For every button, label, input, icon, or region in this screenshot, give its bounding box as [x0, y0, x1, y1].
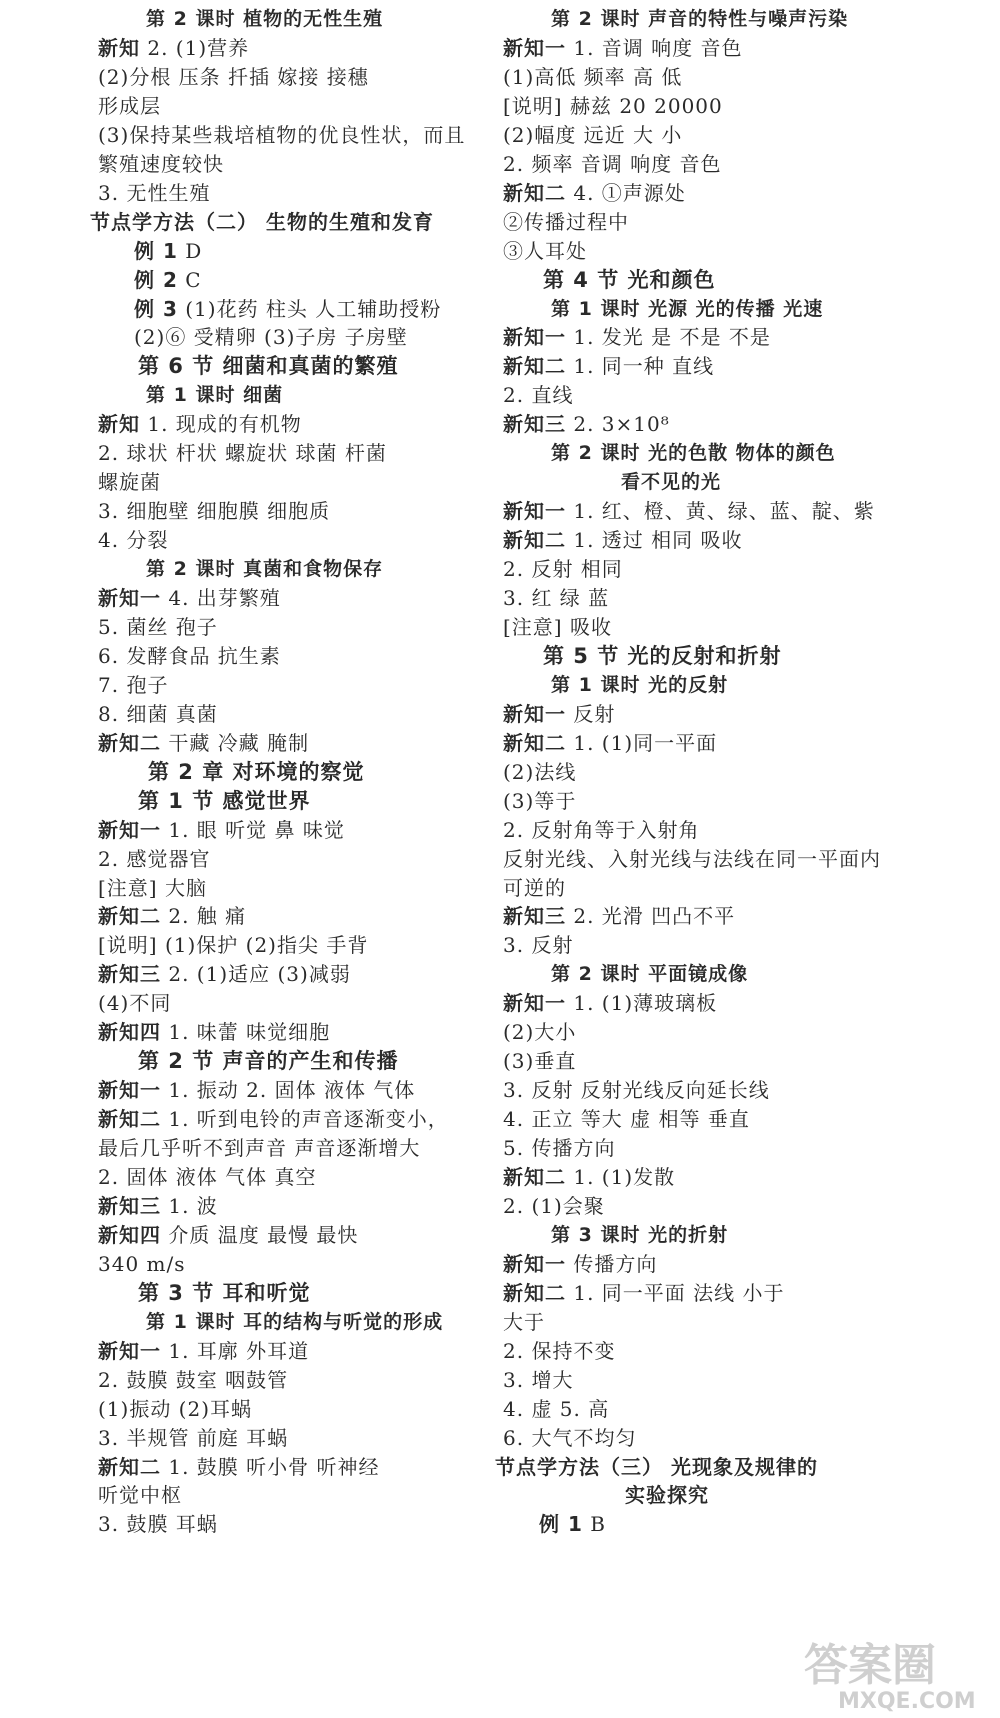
line-text: 听觉中枢	[98, 1483, 182, 1508]
line-text: 4. 分裂	[98, 528, 169, 553]
lesson-line	[551, 962, 748, 986]
answer-line	[503, 933, 573, 957]
answer-line	[503, 847, 881, 871]
line-text: 第 2 章 对环境的察觉	[148, 759, 365, 784]
answer-line	[503, 412, 670, 436]
line-text: (2)⑥ 受精卵 (3)子房 子房壁	[134, 325, 408, 350]
line-text: 1. 听到电铃的声音逐渐变小，	[168, 1107, 449, 1132]
line-text: 第 2 课时 声音的特性与噪声污染	[551, 8, 849, 30]
answer-line	[98, 499, 330, 523]
method-line	[495, 1455, 818, 1479]
answer-line	[98, 1020, 330, 1044]
line-text: (2)法线	[503, 759, 577, 784]
line-text: 2. (1)会聚	[503, 1193, 605, 1218]
line-text: 1. 同一种 直线	[573, 354, 715, 379]
line-text: 第 6 节 细菌和真菌的繁殖	[138, 354, 399, 379]
answer-line	[98, 1368, 288, 1392]
line-text: 1. 现成的有机物	[147, 412, 302, 437]
answer-line	[503, 123, 682, 147]
answer-key-label: 新知一	[503, 35, 566, 60]
line-text: 1. 鼓膜 听小骨 听神经	[168, 1454, 380, 1479]
answer-line	[98, 876, 207, 900]
answer-line	[98, 673, 168, 697]
answer-line	[503, 1310, 545, 1334]
watermark-text: 答案圈	[804, 1640, 936, 1691]
answer-line	[503, 557, 623, 581]
line-text: 2. 固体 液体 气体 真空	[98, 1165, 317, 1189]
answer-line	[503, 354, 714, 378]
line-text: [说明] 赫兹 20 20000	[503, 93, 723, 118]
line-text: 2. (1)营养	[147, 35, 250, 60]
line-text: 第 3 节 耳和听觉	[138, 1280, 311, 1305]
lesson-line	[146, 7, 383, 31]
line-text: [注意] 吸收	[503, 614, 612, 639]
line-text: 1. (1)薄玻璃板	[573, 991, 718, 1016]
example-line	[539, 1512, 606, 1536]
answer-line	[503, 1136, 615, 1160]
answer-line	[98, 1397, 252, 1421]
line-text: B	[590, 1512, 606, 1537]
answer-line	[98, 528, 168, 552]
answer-key-label: 新知一	[98, 1078, 161, 1103]
line-text: 4. 出芽繁殖	[168, 586, 281, 610]
line-text: (2)分根 压条 扦插 嫁接 接穗	[98, 64, 369, 89]
example-cont-line	[134, 325, 408, 349]
answer-line	[503, 1165, 675, 1189]
chapter-line	[148, 760, 365, 784]
lesson-line	[146, 557, 383, 581]
line-text: 干藏 冷藏 腌制	[168, 730, 310, 755]
line-text: 反射	[573, 701, 616, 726]
line-text: C	[185, 267, 202, 292]
answer-line	[98, 586, 281, 610]
answer-key-label: 新知三	[503, 412, 566, 437]
answer-line	[503, 1426, 636, 1450]
line-text: 第 1 课时 耳的结构与听觉的形成	[146, 1310, 444, 1333]
answer-key-label: 新知二	[503, 1165, 566, 1189]
line-text: 第 5 节 光的反射和折射	[543, 643, 782, 668]
answer-line	[503, 36, 743, 60]
answer-line	[98, 123, 465, 147]
line-text: 3. 细胞壁 细胞膜 细胞质	[98, 499, 331, 524]
answer-key-label: 例 1	[539, 1512, 583, 1537]
line-text: 1. 红、橙、黄、绿、蓝、靛、紫	[573, 499, 875, 524]
answer-key-label: 新知四	[98, 1020, 161, 1045]
answer-key-label: 新知四	[98, 1222, 161, 1247]
line-text: 第 2 课时 植物的无性生殖	[146, 8, 384, 30]
line-text: 第 1 节 感觉世界	[138, 788, 311, 813]
answer-key-label: 新知二	[503, 180, 566, 205]
answer-line	[98, 1107, 449, 1131]
line-text: 5. 传播方向	[503, 1136, 616, 1161]
answer-line	[98, 36, 249, 60]
answer-line	[503, 152, 722, 176]
line-text: 1. 波	[168, 1193, 218, 1218]
answer-key-label: 新知一	[503, 499, 566, 524]
line-text: 最后几乎听不到声音 声音逐渐增大	[98, 1136, 421, 1161]
answer-key-label: 新知三	[503, 904, 566, 929]
line-text: 看不见的光	[621, 471, 722, 494]
answer-line	[98, 1339, 309, 1363]
line-text: 3. 鼓膜 耳蜗	[98, 1512, 218, 1537]
answer-key-label: 例 1	[134, 238, 178, 263]
answer-line	[503, 702, 615, 726]
answer-line	[503, 210, 629, 234]
answer-key-label: 新知二	[503, 528, 566, 553]
line-text: 4. 正立 等大 虚 相等 垂直	[503, 1107, 750, 1132]
line-text: 6. 大气不均匀	[503, 1425, 637, 1450]
answer-line	[98, 847, 210, 871]
line-text: 2. 光滑 凹凸不平	[573, 904, 736, 929]
answer-key-label: 新知	[98, 35, 140, 60]
answer-key-label: 新知二	[98, 1107, 161, 1132]
lesson-line	[551, 441, 836, 465]
answer-line	[503, 528, 743, 552]
line-text: D	[185, 238, 203, 263]
line-text: 第 4 节 光和颜色	[543, 267, 716, 292]
answer-line	[98, 1252, 186, 1276]
lesson-line	[146, 383, 283, 407]
answer-line	[98, 702, 218, 726]
answer-line	[503, 904, 735, 928]
line-text: (2)幅度 远近 大 小	[503, 122, 683, 147]
line-text: 4. 虚 5. 高	[503, 1396, 610, 1421]
line-text: (3)保持某些栽培植物的优良性状，而且	[98, 122, 466, 147]
answer-line	[98, 818, 345, 842]
line-text: 3. 增大	[503, 1367, 574, 1392]
answer-line	[98, 1455, 380, 1479]
line-text: [说明] (1)保护 (2)指尖 手背	[98, 933, 369, 958]
answer-key-label: 新知三	[98, 962, 161, 987]
answer-line	[98, 1165, 317, 1189]
answer-line	[98, 1136, 420, 1160]
answer-key-label: 新知二	[98, 904, 161, 929]
line-text: 第 1 课时 光源 光的传播 光速	[551, 297, 824, 320]
line-text: ②传播过程中	[503, 209, 629, 234]
lesson-line	[551, 297, 823, 321]
watermark-subtext: MXQE.COM	[838, 1689, 976, 1712]
answer-line	[98, 441, 387, 465]
line-text: 3. 反射	[503, 933, 574, 958]
line-text: 1. 眼 听觉 鼻 味觉	[168, 817, 345, 842]
line-text: (3)垂直	[503, 1049, 577, 1074]
answer-line	[98, 962, 351, 986]
line-text: (1)振动 (2)耳蜗	[98, 1396, 253, 1421]
answer-key-label: 新知一	[503, 325, 566, 350]
line-text: 2. 3×10⁸	[573, 412, 670, 437]
line-text: 繁殖速度较快	[98, 151, 224, 176]
answer-line	[503, 991, 717, 1015]
line-text: 大于	[503, 1309, 545, 1334]
answer-key-label: 新知一	[98, 586, 161, 610]
answer-line	[503, 1020, 576, 1044]
line-text: 可逆的	[503, 875, 566, 900]
answer-line	[503, 325, 771, 349]
line-text: 2. 直线	[503, 383, 574, 408]
line-text: 2. 鼓膜 鼓室 咽鼓管	[98, 1367, 289, 1392]
answer-key-label: 新知一	[503, 701, 566, 726]
answer-key-label: 新知二	[503, 354, 566, 379]
answer-line	[98, 181, 210, 205]
answer-key-label: 新知	[98, 412, 140, 437]
answer-line	[503, 1397, 609, 1421]
answer-line	[98, 1483, 182, 1507]
line-text: (1)高低 频率 高 低	[503, 64, 683, 89]
line-text: 1. 发光 是 不是 不是	[573, 325, 771, 350]
line-text: 节点学方法（二） 生物的生殖和发育	[90, 209, 434, 234]
line-text: 1. 耳廓 外耳道	[168, 1338, 310, 1363]
example-line	[134, 297, 441, 321]
answer-line	[503, 818, 699, 842]
answer-key-label: 新知一	[98, 817, 161, 842]
lesson-line	[551, 1223, 728, 1247]
line-text: 第 1 课时 细菌	[146, 384, 284, 407]
line-text: 1. 透过 相同 吸收	[573, 528, 743, 553]
answer-line	[503, 586, 609, 610]
line-text: 7. 孢子	[98, 672, 169, 697]
answer-key-label: 新知二	[503, 730, 566, 755]
answer-line	[503, 239, 587, 263]
section-line	[543, 268, 716, 292]
line-text: (3)等于	[503, 788, 577, 813]
section-line	[138, 1281, 311, 1305]
answer-line	[98, 1194, 218, 1218]
answer-line	[503, 1281, 785, 1305]
lesson-line	[551, 7, 848, 31]
section-line	[138, 789, 311, 813]
answer-key-label: 例 2	[134, 267, 178, 292]
answer-line	[98, 904, 246, 928]
answer-line	[98, 615, 218, 639]
line-text: 3. 无性生殖	[98, 180, 211, 205]
answer-line	[98, 1426, 288, 1450]
answer-key-label: 新知一	[503, 1251, 566, 1276]
answer-line	[98, 644, 281, 668]
line-text: 传播方向	[573, 1251, 658, 1276]
line-text: 340 m/s	[98, 1251, 186, 1276]
answer-line	[503, 1339, 615, 1363]
answer-key-label: 新知二	[98, 1454, 161, 1479]
answer-line	[503, 615, 612, 639]
line-text: 2. 反射 相同	[503, 557, 623, 582]
answer-key-label: 新知三	[98, 1193, 161, 1218]
lesson-line	[146, 1310, 443, 1334]
watermark-logo	[798, 1628, 988, 1712]
line-text: 3. 反射 反射光线反向延长线	[503, 1078, 770, 1103]
answer-line	[503, 383, 573, 407]
section-line	[138, 1049, 399, 1073]
section-line	[138, 354, 399, 378]
answer-key-label: 新知一	[503, 991, 566, 1016]
line-text: 4. ①声源处	[573, 180, 686, 205]
answer-line	[503, 1194, 605, 1218]
answer-line	[503, 94, 723, 118]
answer-line	[503, 499, 875, 523]
line-text: 2. 感觉器官	[98, 846, 211, 871]
line-text: 1. 味蕾 味觉细胞	[168, 1020, 331, 1045]
answer-key-label: 例 3	[134, 296, 178, 321]
line-text: 1. (1)发散	[573, 1165, 676, 1189]
line-text: (2)大小	[503, 1020, 577, 1045]
line-text: 2. 保持不变	[503, 1338, 616, 1363]
answer-line	[503, 760, 576, 784]
lesson-line	[551, 673, 728, 697]
line-text: 2. 频率 音调 响度 音色	[503, 151, 722, 176]
answer-line	[98, 1512, 218, 1536]
line-text: (4)不同	[98, 991, 172, 1016]
answer-line	[98, 470, 161, 494]
line-text: 1. 振动 2. 固体 液体 气体	[168, 1078, 416, 1103]
answer-line	[503, 1049, 576, 1073]
answer-line	[98, 152, 224, 176]
line-text: 介质 温度 最慢 最快	[168, 1222, 359, 1247]
line-text: 2. 触 痛	[168, 904, 247, 929]
line-text: 反射光线、入射光线与法线在同一平面内	[503, 846, 881, 871]
line-text: 第 3 课时 光的折射	[551, 1223, 729, 1246]
example-line	[134, 239, 202, 263]
line-text: 形成层	[98, 93, 161, 118]
answer-line	[503, 789, 576, 813]
line-text: 第 2 课时 平面镜成像	[551, 963, 749, 986]
answer-line	[98, 1078, 415, 1102]
answer-key-label: 新知二	[503, 1280, 566, 1305]
answer-line	[98, 94, 161, 118]
section-line	[543, 644, 782, 668]
line-text: 1. (1)同一平面	[573, 730, 718, 755]
line-text: 3. 红 绿 蓝	[503, 586, 610, 610]
line-text: 3. 半规管 前庭 耳蜗	[98, 1425, 289, 1450]
line-text: [注意] 大脑	[98, 875, 207, 900]
line-text: 节点学方法（三） 光现象及规律的	[495, 1454, 818, 1479]
line-text: 第 1 课时 光的反射	[551, 673, 729, 696]
line-text: 6. 发酵食品 抗生素	[98, 643, 281, 668]
line-text: 第 2 课时 真菌和食物保存	[146, 558, 384, 581]
answer-line	[503, 1368, 573, 1392]
answer-line	[98, 933, 368, 957]
line-text: 1. 同一平面 法线 小于	[573, 1280, 785, 1305]
line-text: 2. (1)适应 (3)减弱	[168, 962, 351, 987]
lesson-center-line	[621, 470, 721, 494]
line-text: 第 2 节 声音的产生和传播	[138, 1049, 399, 1074]
answer-line	[503, 181, 686, 205]
answer-line	[98, 991, 171, 1015]
line-text: (1)花药 柱头 人工辅助授粉	[185, 296, 442, 321]
line-text: ③人耳处	[503, 238, 587, 263]
answer-line	[503, 1252, 657, 1276]
answer-line	[503, 1078, 770, 1102]
answer-key-label: 新知一	[98, 1338, 161, 1363]
answer-line	[503, 731, 717, 755]
answer-line	[98, 65, 369, 89]
line-text: 8. 细菌 真菌	[98, 701, 218, 726]
line-text: 1. 音调 响度 音色	[573, 35, 743, 60]
answer-line	[98, 731, 309, 755]
answer-line	[503, 1107, 750, 1131]
example-line	[134, 268, 202, 292]
method-line	[90, 210, 434, 234]
answer-line	[98, 1223, 358, 1247]
answer-line	[98, 412, 302, 436]
line-text: 2. 反射角等于入射角	[503, 817, 700, 842]
line-text: 第 2 课时 光的色散 物体的颜色	[551, 442, 836, 465]
line-text: 螺旋菌	[98, 470, 161, 495]
line-text: 5. 菌丝 孢子	[98, 614, 218, 639]
line-text: 实验探究	[625, 1483, 709, 1508]
line-text: 2. 球状 杆状 螺旋状 球菌 杆菌	[98, 441, 387, 466]
answer-key-label: 新知二	[98, 730, 161, 755]
method-center-line	[625, 1483, 709, 1507]
answer-line	[503, 65, 682, 89]
answer-line	[503, 876, 566, 900]
